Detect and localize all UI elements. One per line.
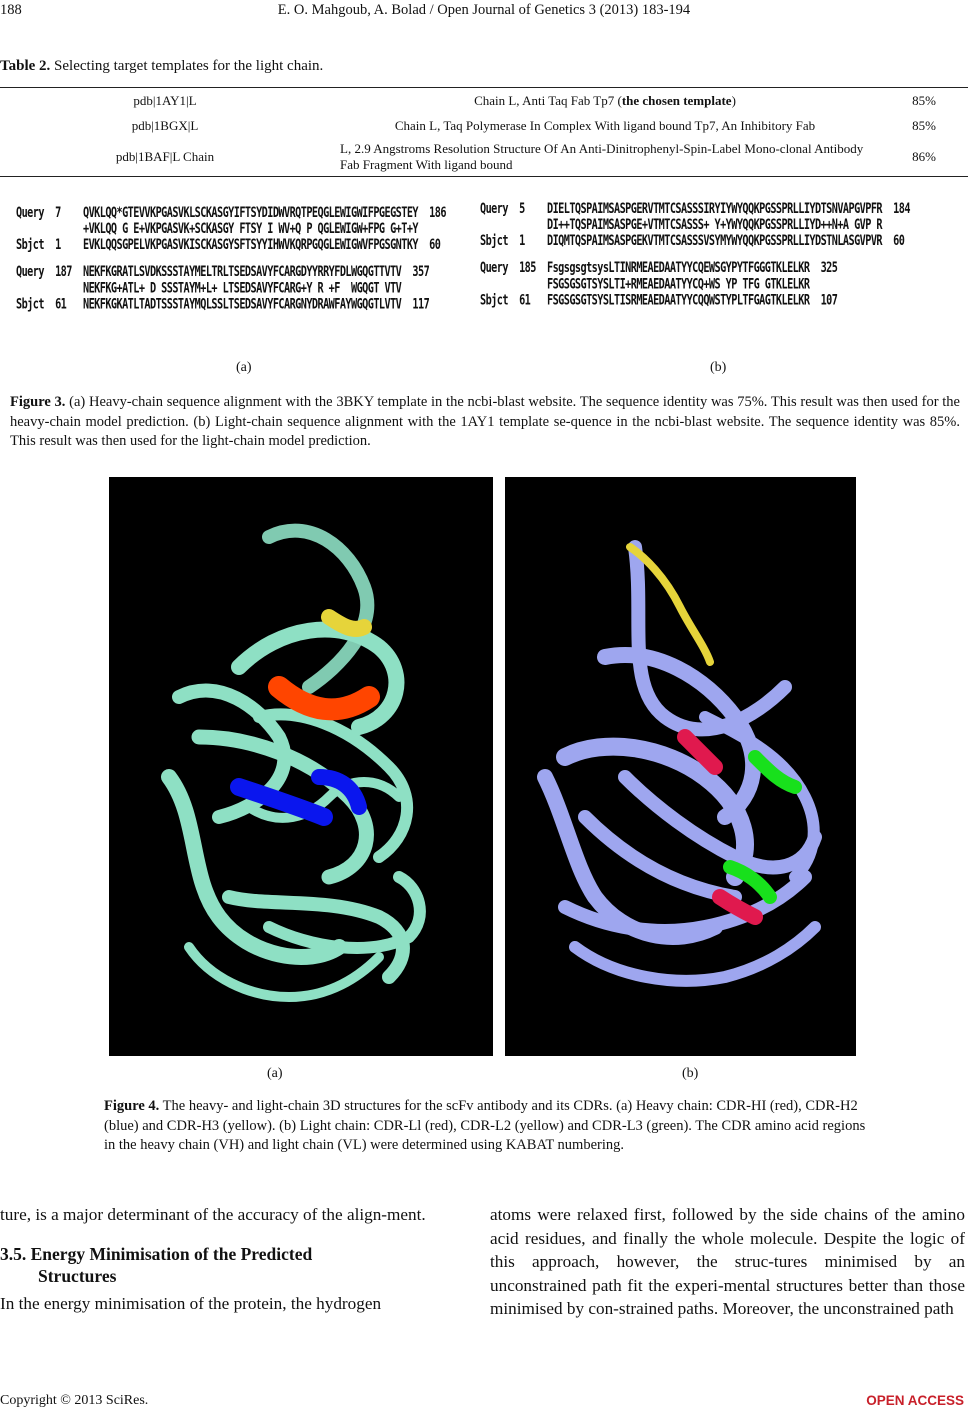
table-caption: [0, 58, 323, 75]
alignment-line: NEKFKG+ATL+ D SSSTAYM+L+ LTSEDSAVYFCARG+Y R +F WGQGT VTV: [16, 281, 402, 297]
fig3-caption-label: Figure 3.: [10, 394, 66, 410]
page-number: 188: [0, 2, 22, 18]
alignment-line: Sbjct 61 FSGSGSGTSYSLTISRMEAEDAATYYCQQWSTYPLTFGAGTKLELKR 107: [480, 293, 838, 309]
section-title-line1: Energy Minimisation of the Predicted: [30, 1243, 313, 1264]
light-chain-structure-image: [505, 477, 856, 1056]
alignment-line: DI++TQSPAIMSASPGE+VTMTCSASSS+ Y+YWYQQKPGSSPRLLIYD++N+A GVP R: [480, 218, 883, 234]
template-description: Chain L, Anti Taq Fab Tp7 (the chosen template): [474, 93, 736, 108]
alignment-b-text: [480, 202, 965, 310]
alignment-a-text: [16, 206, 461, 314]
heavy-chain-structure-image: [109, 477, 493, 1056]
table-row: [0, 114, 968, 138]
section-number: 3.5.: [0, 1243, 27, 1264]
template-id: pdb|1BAF|L Chain: [115, 149, 215, 164]
fig4-label-a: (a): [267, 1066, 283, 1081]
paragraph: In the energy minimisation of the protein, the hydrogen: [0, 1293, 382, 1313]
alignment-line: FSGSGSGTSYSLTI+RMEAEDAATYYCQ+WS YP TFG GTKLELKR: [480, 277, 810, 293]
heavy-chain-ribbon: [109, 477, 493, 1056]
fig3-label-b: (b): [710, 360, 727, 375]
alignment-line: Query 187 NEKFKGRATLSVDKSSSTAYMELTRLTSEDSAVYFCARGDYYRRYFDLWGQGTTVTV 357: [16, 265, 430, 281]
template-id: pdb|1BGX|L: [131, 118, 199, 133]
open-access-badge: OPEN ACCESS: [866, 1393, 964, 1408]
paragraph: atoms were relaxed first, followed by the side chains of the amino acid residues, and finally the whole molecule. Despite the logic of this approach, however, the struc-tures minimised by an unconstrained path fit the experi-mental structures better than those minimised by con-strained paths. Moreover, the unconstrained path: [490, 1205, 965, 1318]
paragraph: ture, is a major determinant of the accuracy of the align-ment.: [0, 1205, 426, 1224]
fig4-caption-text: The heavy- and light-chain 3D structures for the scFv antibody and its CDRs. (a) Heavy chain: CDR-HI (red), CDR-H2 (blue) and CDR-H3 (yellow). (b) Light chain: CDR-Ll (red), CDR-L2 (yellow) and CDR-L3 (green). The CDR amino acid regions in the heavy chain (VH) and light chain (VL) were determined using KABAT numbering.: [104, 1098, 866, 1153]
section-title-line2: Structures: [38, 1265, 117, 1286]
table-row: [0, 138, 968, 176]
template-description: L, 2.9 Angstroms Resolution Structure Of An Anti-Dinitrophenyl-Spin-Label Mono-clonal Antibody Fab Fragment With ligand bound: [340, 141, 864, 172]
alignment-line: Query 5 DIELTQSPAIMSASPGERVTMTCSASSSIRYIYWYQQKPGSSPRLLIYDTSNVAPGVPFR 184: [480, 202, 910, 217]
alignment-line: Sbjct 61 NEKFKGKATLTADTSSSTAYMQLSSLTSEDSAVYFCARGNYDRAWFAYWGQGTLVTV 117: [16, 297, 430, 313]
left-column: [0, 1203, 463, 1315]
fig3-caption: [10, 393, 960, 452]
alignment-line: Sbjct 1 DIQMTQSPAIMSASPGEKVTMTCSASSSVSYMYWYQQKPGSSPRLLIYDSTNLASGVPVR 60: [480, 234, 905, 250]
copyright: Copyright © 2013 SciRes.: [0, 1393, 149, 1408]
alignment-line: +VKLQQ G E+VKPGASVK+SCKASGY FTSY I WV+Q P QGLEWIGW+FPG G+T+Y: [16, 222, 419, 238]
fig4-caption-label: Figure 4.: [104, 1098, 160, 1114]
fig3-label-a: (a): [236, 360, 252, 375]
template-description: Chain L, Taq Polymerase In Complex With ligand bound Tp7, An Inhibitory Fab: [394, 118, 816, 133]
fig4-caption: [104, 1097, 874, 1156]
page-header: [0, 2, 968, 22]
template-identity: 85%: [912, 93, 936, 108]
template-table: [0, 88, 968, 176]
template-identity: 86%: [912, 149, 936, 164]
alignment-line: [480, 251, 965, 262]
template-id: pdb|1AY1|L: [133, 93, 197, 108]
alignment-b: [480, 202, 965, 342]
alignment-line: Query 7 QVKLQQ*GTEVVKPGASVKLSCKASGYIFTSYDIDWVRQTPEQGLEWIGWIFPGEGSTEY 186: [16, 206, 446, 221]
table-caption-text: Selecting target templates for the light chain.: [50, 58, 324, 74]
fig3-caption-text: (a) Heavy-chain sequence alignment with the 3BKY template in the ncbi-blast website. The sequence identity was 75%. This result was then used for the heavy-chain model prediction. (b) Light-chain sequence alignment with the 1AY1 template se-quence in the ncbi-blast website. The sequence identity was 85%. This result was then used for the light-chain model prediction.: [10, 394, 960, 449]
right-column: [490, 1203, 965, 1321]
alignment-a: [16, 206, 461, 341]
table-row: [0, 88, 968, 114]
table-caption-label: Table 2.: [0, 58, 51, 74]
alignment-line: Sbjct 1 EVKLQQSGPELVKPGASVKISCKASGYSFTSYYIHWVKQRPGQGLEWIGWVFPGSGNTKY 60: [16, 238, 441, 254]
table-bottom-rule: [0, 176, 968, 177]
light-chain-ribbon: [505, 477, 856, 1056]
alignment-line: Query 185 FsgsgsgtsysLTINRMEAEDAATYYCQEWSGYPYTFGGGTKLELKR 325: [480, 261, 838, 277]
template-identity: 85%: [912, 118, 936, 133]
running-title: E. O. Mahgoub, A. Bolad / Open Journal of Genetics 3 (2013) 183-194: [277, 2, 691, 18]
fig4-label-b: (b): [682, 1066, 699, 1081]
section-heading: [0, 1243, 463, 1287]
alignment-line: [16, 255, 461, 266]
